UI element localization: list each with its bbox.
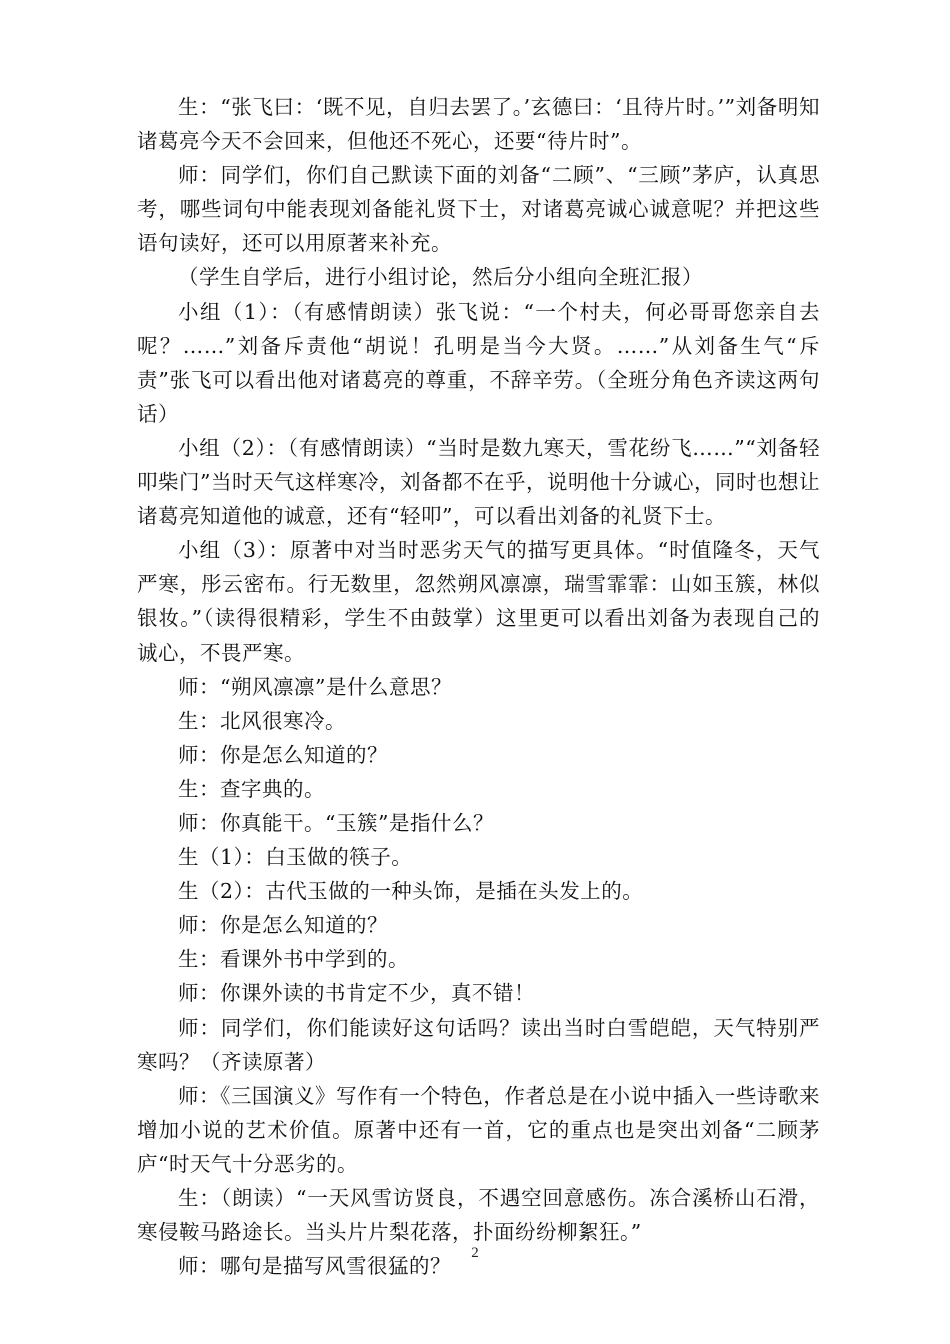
paragraph: 小组（3）：原著中对当时恶劣天气的描写更具体。“时值隆冬，天气严寒，彤云密布。行无数里，忽然朔风凛凛，瑞雪霏霏：山如玉簇，林似银妆。”（读得很精彩，学生不由鼓掌）这里更可以看出刘备为表现自己的诚心，不畏严寒。 (137, 538, 820, 665)
paragraph: 师：你真能干。“玉簇”是指什么？ (178, 810, 494, 835)
paragraph: （学生自学后，进行小组讨论，然后分小组向全班汇报） (178, 265, 703, 290)
paragraph: 师：哪句是描写风雪很猛的？ (178, 1254, 451, 1279)
paragraph: 师：你是怎么知道的？ (178, 742, 388, 767)
paragraph: 师：你课外读的书肯定不少，真不错！ (178, 981, 535, 1006)
paragraph: 小组（2）：（有感情朗读）“当时是数九寒天，雪花纷飞……”“刘备轻叩柴门”当时天气这样寒冷，刘备都不在乎，说明他十分诚心，同时也想让诸葛亮知道他的诚意，还有“轻叩”，可以看出刘备的礼贤下士。 (137, 435, 820, 529)
paragraph: 生：（朗读）“一天风雪访贤良，不遇空回意感伤。冻合溪桥山石滑，寒侵鞍马路途长。当头片片梨花落，扑面纷纷柳絮狂。” (137, 1186, 820, 1245)
page-number: 2 (471, 1245, 479, 1261)
paragraph: 生（1）：白玉做的筷子。 (178, 845, 413, 870)
paragraph: 生（2）：古代玉做的一种头饰，是插在头发上的。 (178, 879, 644, 904)
paragraph: 师：你是怎么知道的？ (178, 913, 388, 938)
paragraph: 师：同学们，你们自己默读下面的刘备“二顾”、“三顾”茅庐，认真思考，哪些词句中能表现刘备能礼贤下士，对诸葛亮诚心诚意呢？并把这些语句读好，还可以用原著来补充。 (137, 163, 820, 256)
paragraph: 生：看课外书中学到的。 (178, 947, 409, 972)
body-text (137, 90, 820, 1283)
paragraph: 师：同学们，你们能读好这句话吗？读出当时白雪皑皑，天气特别严寒吗？（齐读原著） (137, 1015, 820, 1074)
paragraph: 小组（1）：（有感情朗读）张飞说：“一个村夫，何必哥哥您亲自去呢？……”刘备斥责他“胡说！孔明是当今大贤。……”从刘备生气“斥责”张飞可以看出他对诸葛亮的尊重，不辞辛劳。（全班分角色齐读这两句话） (137, 299, 820, 426)
paragraph: 师：“朔风凛凛”是什么意思？ (178, 674, 452, 699)
paragraph: 生：北风很寒冷。 (178, 708, 346, 733)
paragraph: 生：“张飞曰：‘既不见，自归去罢了。’玄德曰：‘且待片时。’”刘备明知诸葛亮今天不会回来，但他还不死心，还要“待片时”。 (137, 95, 820, 154)
paragraph: 师：《三国演义》写作有一个特色，作者总是在小说中插入一些诗歌来增加小说的艺术价值。原著中还有一首，它的重点也是突出刘备“二顾茅庐“时天气十分恶劣的。 (137, 1083, 820, 1176)
paragraph: 生：查字典的。 (178, 776, 325, 801)
